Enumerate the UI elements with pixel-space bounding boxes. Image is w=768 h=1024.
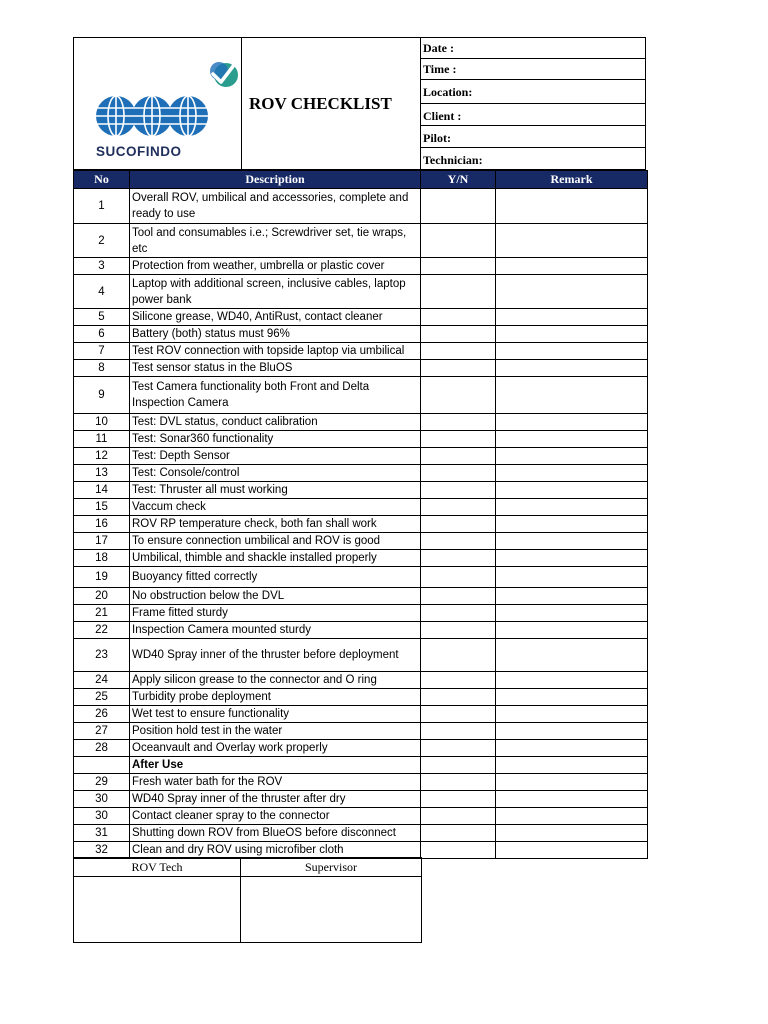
- row-description: To ensure connection umbilical and ROV is good: [130, 533, 421, 550]
- remark-cell[interactable]: [496, 360, 648, 377]
- yn-cell[interactable]: [421, 723, 496, 740]
- yn-cell[interactable]: [421, 550, 496, 567]
- row-number: 6: [74, 326, 130, 343]
- row-description: No obstruction below the DVL: [130, 588, 421, 605]
- row-number: 18: [74, 550, 130, 567]
- table-row: [74, 258, 648, 275]
- remark-cell[interactable]: [496, 431, 648, 448]
- row-number: 28: [74, 740, 130, 757]
- yn-cell[interactable]: [421, 740, 496, 757]
- row-number: 3: [74, 258, 130, 275]
- table-row: [74, 672, 648, 689]
- yn-cell[interactable]: [421, 189, 496, 224]
- rov-tech-signature-box[interactable]: [74, 877, 241, 943]
- row-number: 5: [74, 309, 130, 326]
- row-number: 15: [74, 499, 130, 516]
- remark-cell[interactable]: [496, 808, 648, 825]
- row-description: Battery (both) status must 96%: [130, 326, 421, 343]
- row-description: Vaccum check: [130, 499, 421, 516]
- row-number: 4: [74, 275, 130, 309]
- row-number: 16: [74, 516, 130, 533]
- table-row: [74, 533, 648, 550]
- signature-table: [73, 857, 422, 943]
- table-row: [74, 791, 648, 808]
- row-description: Test: Depth Sensor: [130, 448, 421, 465]
- remark-cell[interactable]: [496, 825, 648, 842]
- row-number: 31: [74, 825, 130, 842]
- table-row: [74, 723, 648, 740]
- row-number: 14: [74, 482, 130, 499]
- yn-cell[interactable]: [421, 567, 496, 588]
- yn-cell[interactable]: [421, 757, 496, 774]
- row-description: Apply silicon grease to the connector and O ring: [130, 672, 421, 689]
- table-row: [74, 360, 648, 377]
- table-row: [74, 550, 648, 567]
- yn-cell[interactable]: [421, 343, 496, 360]
- table-row: [74, 275, 648, 309]
- logo-cell: [74, 38, 242, 169]
- yn-cell[interactable]: [421, 275, 496, 309]
- row-description: Silicone grease, WD40, AntiRust, contact cleaner: [130, 309, 421, 326]
- remark-cell[interactable]: [496, 723, 648, 740]
- client-field[interactable]: Client :: [421, 104, 646, 126]
- row-number: 8: [74, 360, 130, 377]
- time-field[interactable]: Time :: [421, 59, 646, 80]
- yn-cell[interactable]: [421, 842, 496, 859]
- row-number: 27: [74, 723, 130, 740]
- remark-cell[interactable]: [496, 258, 648, 275]
- row-number: 19: [74, 567, 130, 588]
- yn-cell[interactable]: [421, 448, 496, 465]
- date-field[interactable]: Date :: [421, 38, 646, 59]
- row-description: Fresh water bath for the ROV: [130, 774, 421, 791]
- remark-cell[interactable]: [496, 605, 648, 622]
- remark-cell[interactable]: [496, 639, 648, 672]
- page-title: ROV CHECKLIST: [249, 94, 392, 113]
- row-description: Turbidity probe deployment: [130, 689, 421, 706]
- table-header-row: [74, 171, 648, 189]
- yn-cell[interactable]: [421, 431, 496, 448]
- yn-cell[interactable]: [421, 791, 496, 808]
- technician-field[interactable]: Technician:: [423, 153, 483, 167]
- row-description: ROV RP temperature check, both fan shall work: [130, 516, 421, 533]
- yn-cell[interactable]: [421, 309, 496, 326]
- table-row: [74, 605, 648, 622]
- row-description: Umbilical, thimble and shackle installed properly: [130, 550, 421, 567]
- row-description: Inspection Camera mounted sturdy: [130, 622, 421, 639]
- yn-cell[interactable]: [421, 672, 496, 689]
- remark-cell[interactable]: [496, 309, 648, 326]
- row-description: Tool and consumables i.e.; Screwdriver set, tie wraps, etc: [130, 224, 421, 258]
- row-number: 11: [74, 431, 130, 448]
- table-row: [74, 343, 648, 360]
- row-description: Oceanvault and Overlay work properly: [130, 740, 421, 757]
- remark-cell[interactable]: [496, 689, 648, 706]
- remark-cell[interactable]: [496, 842, 648, 859]
- table-row: [74, 377, 648, 414]
- remark-cell[interactable]: [496, 774, 648, 791]
- col-header-remark: Remark: [496, 171, 648, 189]
- row-description: Test: Sonar360 functionality: [130, 431, 421, 448]
- remark-cell[interactable]: [496, 757, 648, 774]
- table-row: [74, 465, 648, 482]
- table-row: [74, 774, 648, 791]
- row-description: Shutting down ROV from BlueOS before disconnect: [130, 825, 421, 842]
- row-number: 9: [74, 377, 130, 414]
- row-description: Frame fitted sturdy: [130, 605, 421, 622]
- yn-cell[interactable]: [421, 465, 496, 482]
- row-description: Wet test to ensure functionality: [130, 706, 421, 723]
- remark-cell[interactable]: [496, 791, 648, 808]
- row-description: Test sensor status in the BluOS: [130, 360, 421, 377]
- row-number: 7: [74, 343, 130, 360]
- remark-cell[interactable]: [496, 465, 648, 482]
- row-number: 2: [74, 224, 130, 258]
- row-number: 32: [74, 842, 130, 859]
- row-description: After Use: [130, 757, 421, 774]
- remark-cell[interactable]: [496, 275, 648, 309]
- row-number: 10: [74, 414, 130, 431]
- remark-cell[interactable]: [496, 706, 648, 723]
- supervisor-signature-box[interactable]: [241, 877, 422, 943]
- remark-cell[interactable]: [496, 343, 648, 360]
- table-row: [74, 588, 648, 605]
- location-field[interactable]: Location:: [421, 80, 646, 104]
- rov-tech-label: ROV Tech: [74, 858, 241, 877]
- row-description: Test: Thruster all must working: [130, 482, 421, 499]
- row-number: 29: [74, 774, 130, 791]
- table-row: [74, 448, 648, 465]
- remark-cell[interactable]: [496, 550, 648, 567]
- remark-cell[interactable]: [496, 482, 648, 499]
- row-description: Test: Console/control: [130, 465, 421, 482]
- yn-cell[interactable]: [421, 825, 496, 842]
- row-number: 13: [74, 465, 130, 482]
- table-row: [74, 740, 648, 757]
- row-description: Clean and dry ROV using microfiber cloth: [130, 842, 421, 859]
- table-row: [74, 224, 648, 258]
- yn-cell[interactable]: [421, 808, 496, 825]
- yn-cell[interactable]: [421, 639, 496, 672]
- header-block: [73, 37, 646, 170]
- row-description: Protection from weather, umbrella or plastic cover: [130, 258, 421, 275]
- yn-cell[interactable]: [421, 499, 496, 516]
- row-description: Buoyancy fitted correctly: [130, 567, 421, 588]
- row-description: WD40 Spray inner of the thruster before deployment: [130, 639, 421, 672]
- row-number: 24: [74, 672, 130, 689]
- table-row: [74, 516, 648, 533]
- yn-cell[interactable]: [421, 414, 496, 431]
- checkmark-badge-icon: [210, 62, 238, 87]
- row-number: 1: [74, 189, 130, 224]
- table-row: [74, 431, 648, 448]
- yn-cell[interactable]: [421, 516, 496, 533]
- remark-cell[interactable]: [496, 740, 648, 757]
- yn-cell[interactable]: [421, 605, 496, 622]
- row-description: Position hold test in the water: [130, 723, 421, 740]
- remark-cell[interactable]: [496, 377, 648, 414]
- remark-cell[interactable]: [496, 622, 648, 639]
- remark-cell[interactable]: [496, 414, 648, 431]
- title-cell: [241, 38, 421, 169]
- row-number: 12: [74, 448, 130, 465]
- yn-cell[interactable]: [421, 224, 496, 258]
- row-number: 21: [74, 605, 130, 622]
- yn-cell[interactable]: [421, 258, 496, 275]
- col-header-yn: Y/N: [421, 171, 496, 189]
- table-row: [74, 482, 648, 499]
- row-number: 30: [74, 791, 130, 808]
- table-row: [74, 567, 648, 588]
- yn-cell[interactable]: [421, 706, 496, 723]
- supervisor-label: Supervisor: [241, 858, 422, 877]
- row-description: Test Camera functionality both Front and Delta Inspection Camera: [130, 377, 421, 414]
- remark-cell[interactable]: [496, 499, 648, 516]
- remark-cell[interactable]: [496, 448, 648, 465]
- yn-cell[interactable]: [421, 588, 496, 605]
- row-description: Test: DVL status, conduct calibration: [130, 414, 421, 431]
- col-header-description: Description: [130, 171, 421, 189]
- checklist-document: [73, 37, 647, 859]
- row-description: Test ROV connection with topside laptop via umbilical: [130, 343, 421, 360]
- table-row: [74, 825, 648, 842]
- remark-cell[interactable]: [496, 672, 648, 689]
- row-number: 30: [74, 808, 130, 825]
- section-row: [74, 757, 648, 774]
- yn-cell[interactable]: [421, 482, 496, 499]
- info-fields: [421, 38, 646, 169]
- pilot-field[interactable]: Pilot:: [421, 126, 646, 148]
- table-row: [74, 622, 648, 639]
- row-number: [74, 757, 130, 774]
- remark-cell[interactable]: [496, 567, 648, 588]
- table-row: [74, 808, 648, 825]
- table-row: [74, 706, 648, 723]
- yn-cell[interactable]: [421, 377, 496, 414]
- remark-cell[interactable]: [496, 588, 648, 605]
- yn-cell[interactable]: [421, 622, 496, 639]
- checklist-table: [73, 170, 648, 859]
- row-number: 25: [74, 689, 130, 706]
- remark-cell[interactable]: [496, 533, 648, 550]
- yn-cell[interactable]: [421, 533, 496, 550]
- remark-cell[interactable]: [496, 516, 648, 533]
- table-row: [74, 639, 648, 672]
- row-description: Contact cleaner spray to the connector: [130, 808, 421, 825]
- remark-cell[interactable]: [496, 189, 648, 224]
- row-description: Overall ROV, umbilical and accessories, complete and ready to use: [130, 189, 421, 224]
- yn-cell[interactable]: [421, 689, 496, 706]
- yn-cell[interactable]: [421, 360, 496, 377]
- brand-name: SUCOFINDO: [96, 144, 182, 159]
- table-row: [74, 189, 648, 224]
- row-number: 22: [74, 622, 130, 639]
- table-row: [74, 326, 648, 343]
- row-number: 23: [74, 639, 130, 672]
- row-description: WD40 Spray inner of the thruster after dry: [130, 791, 421, 808]
- table-row: [74, 499, 648, 516]
- table-row: [74, 309, 648, 326]
- row-number: 26: [74, 706, 130, 723]
- remark-cell[interactable]: [496, 326, 648, 343]
- yn-cell[interactable]: [421, 774, 496, 791]
- table-row: [74, 842, 648, 859]
- table-row: [74, 414, 648, 431]
- row-number: 17: [74, 533, 130, 550]
- col-header-no: No: [74, 171, 130, 189]
- row-description: Laptop with additional screen, inclusive cables, laptop power bank: [130, 275, 421, 309]
- row-number: 20: [74, 588, 130, 605]
- table-row: [74, 689, 648, 706]
- remark-cell[interactable]: [496, 224, 648, 258]
- yn-cell[interactable]: [421, 326, 496, 343]
